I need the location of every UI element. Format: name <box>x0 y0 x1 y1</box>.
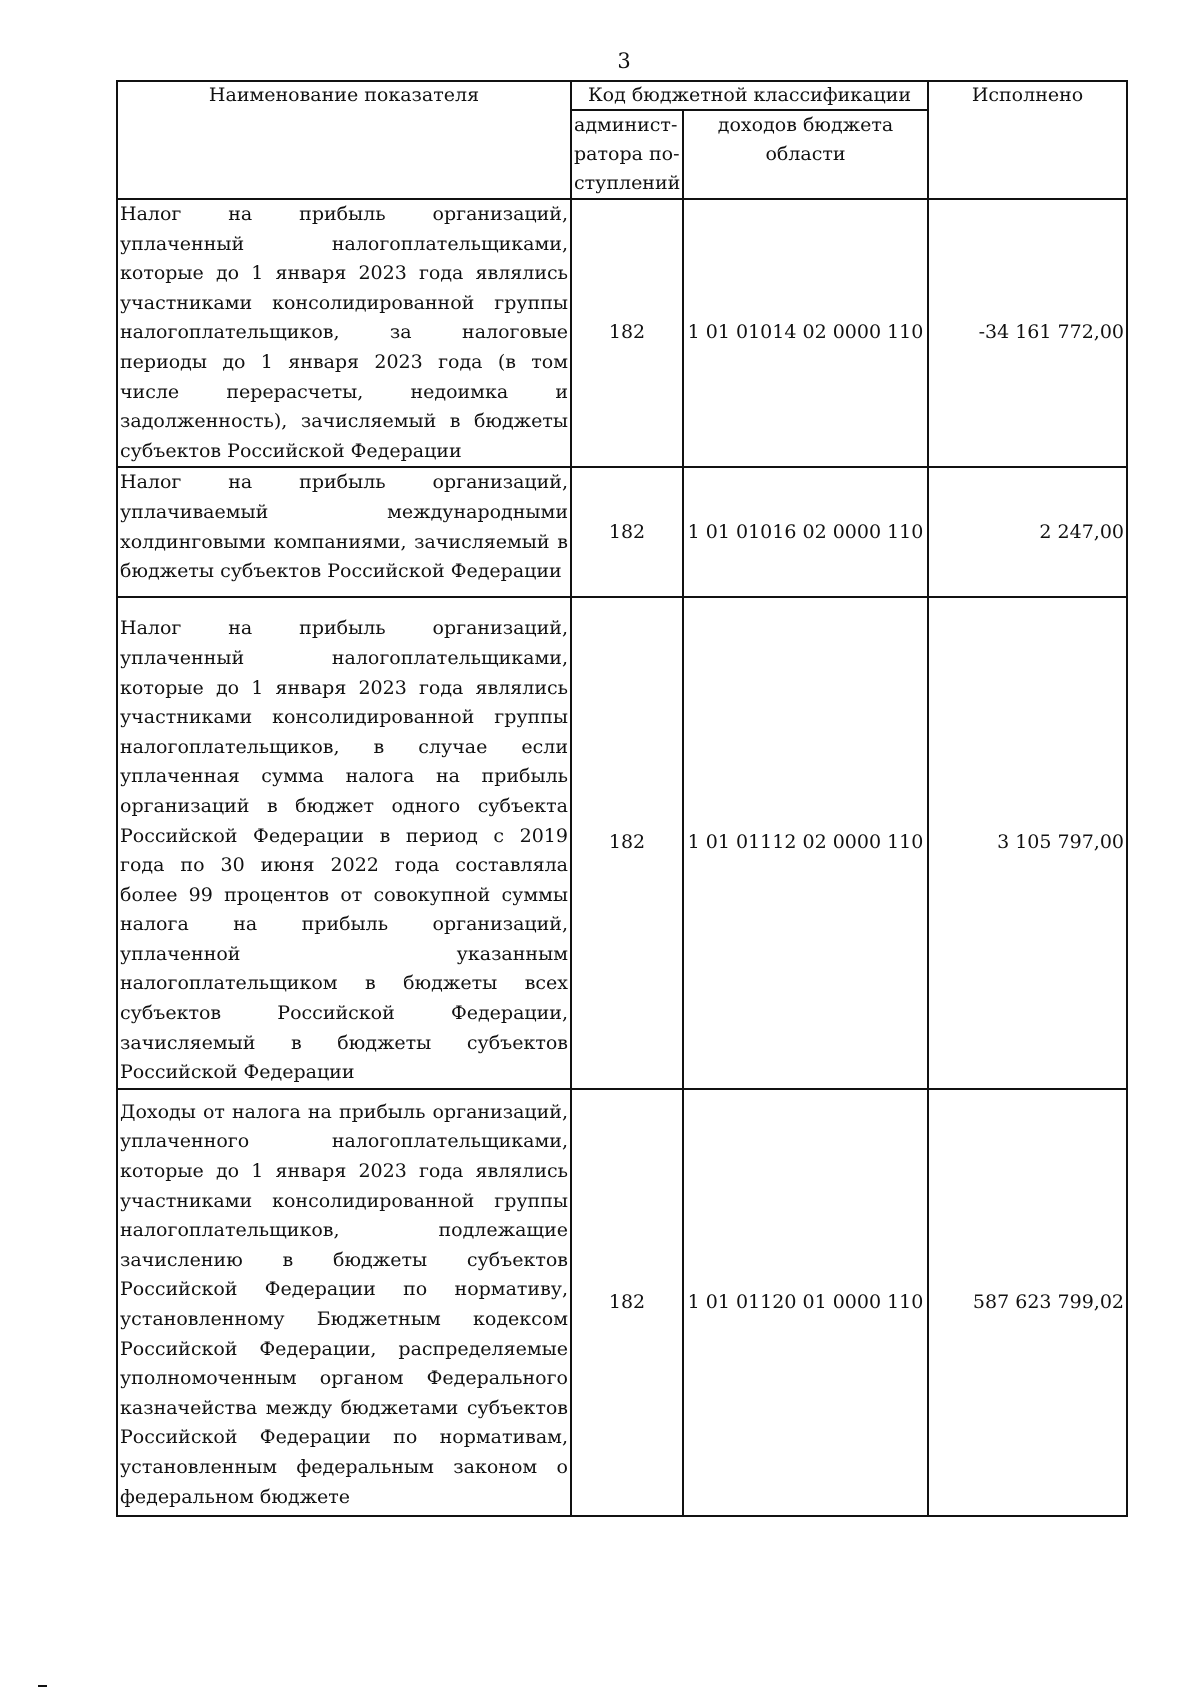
header-executed: Исполнено <box>928 81 1127 199</box>
executed-amount-cell: 2 247,00 <box>928 467 1127 597</box>
income-code-cell: 1 01 01014 02 0000 110 <box>683 199 928 467</box>
indicator-name-cell: Доходы от налога на прибыль организаций, уплаченного налогоплательщиками, которые до 1 января 2023 года являлись участниками консолидированной группы налогоплательщиков, подлежащие зачислению в бюджеты субъектов Российской Федерации по нормативу, установленному Бюджетным кодексом Российской Федерации, распределяемые уполномоченным органом Федерального казначейства между бюджетами субъектов Российской Федерации по нормативам, установленным федеральным законом о федеральном бюджете <box>117 1089 571 1516</box>
executed-amount-cell: 587 623 799,02 <box>928 1089 1127 1516</box>
administrator-code-cell: 182 <box>571 199 683 467</box>
table-row <box>117 1089 1127 1516</box>
page-number: 3 <box>617 49 631 73</box>
executed-amount-cell: -34 161 772,00 <box>928 199 1127 467</box>
table-row <box>117 597 1127 1089</box>
table-header-row <box>117 81 1127 110</box>
administrator-code-cell: 182 <box>571 1089 683 1516</box>
table-row <box>117 199 1127 467</box>
indicator-name-cell: Налог на прибыль организаций, уплаченный налогоплательщиками, которые до 1 января 2023 года являлись участниками консолидированной группы налогоплательщиков, в случае если уплаченная сумма налога на прибыль организаций в бюджет одного субъекта Российской Федерации в период с 2019 года по 30 июня 2022 года составляла более 99 процентов от совокупной суммы налога на прибыль организаций, уплаченной указанным налогоплательщиком в бюджеты всех субъектов Российской Федерации, зачисляемый в бюджеты субъектов Российской Федерации <box>117 597 571 1089</box>
executed-amount-cell: 3 105 797,00 <box>928 597 1127 1089</box>
header-administrator: админист-ратора по-ступлений <box>571 110 683 199</box>
income-code-cell: 1 01 01016 02 0000 110 <box>683 467 928 597</box>
income-code-cell: 1 01 01112 02 0000 110 <box>683 597 928 1089</box>
income-code-cell: 1 01 01120 01 0000 110 <box>683 1089 928 1516</box>
administrator-code-cell: 182 <box>571 467 683 597</box>
table-row <box>117 467 1127 597</box>
margin-dash-mark <box>38 1685 47 1687</box>
administrator-code-cell: 182 <box>571 597 683 1089</box>
header-budget-classification-code: Код бюджетной классификации <box>571 81 928 110</box>
budget-income-table <box>116 80 1128 1517</box>
header-indicator-name: Наименование показателя <box>117 81 571 199</box>
indicator-name-cell: Налог на прибыль организаций, уплачиваемый международными холдинговыми компаниями, зачисляемый в бюджеты субъектов Российской Федерации <box>117 467 571 597</box>
header-income-code: доходов бюджета области <box>683 110 928 199</box>
indicator-name-cell: Налог на прибыль организаций, уплаченный налогоплательщиками, которые до 1 января 2023 года являлись участниками консолидированной группы налогоплательщиков, за налоговые периоды до 1 января 2023 года (в том числе перерасчеты, недоимка и задолженность), зачисляемый в бюджеты субъектов Российской Федерации <box>117 199 571 467</box>
